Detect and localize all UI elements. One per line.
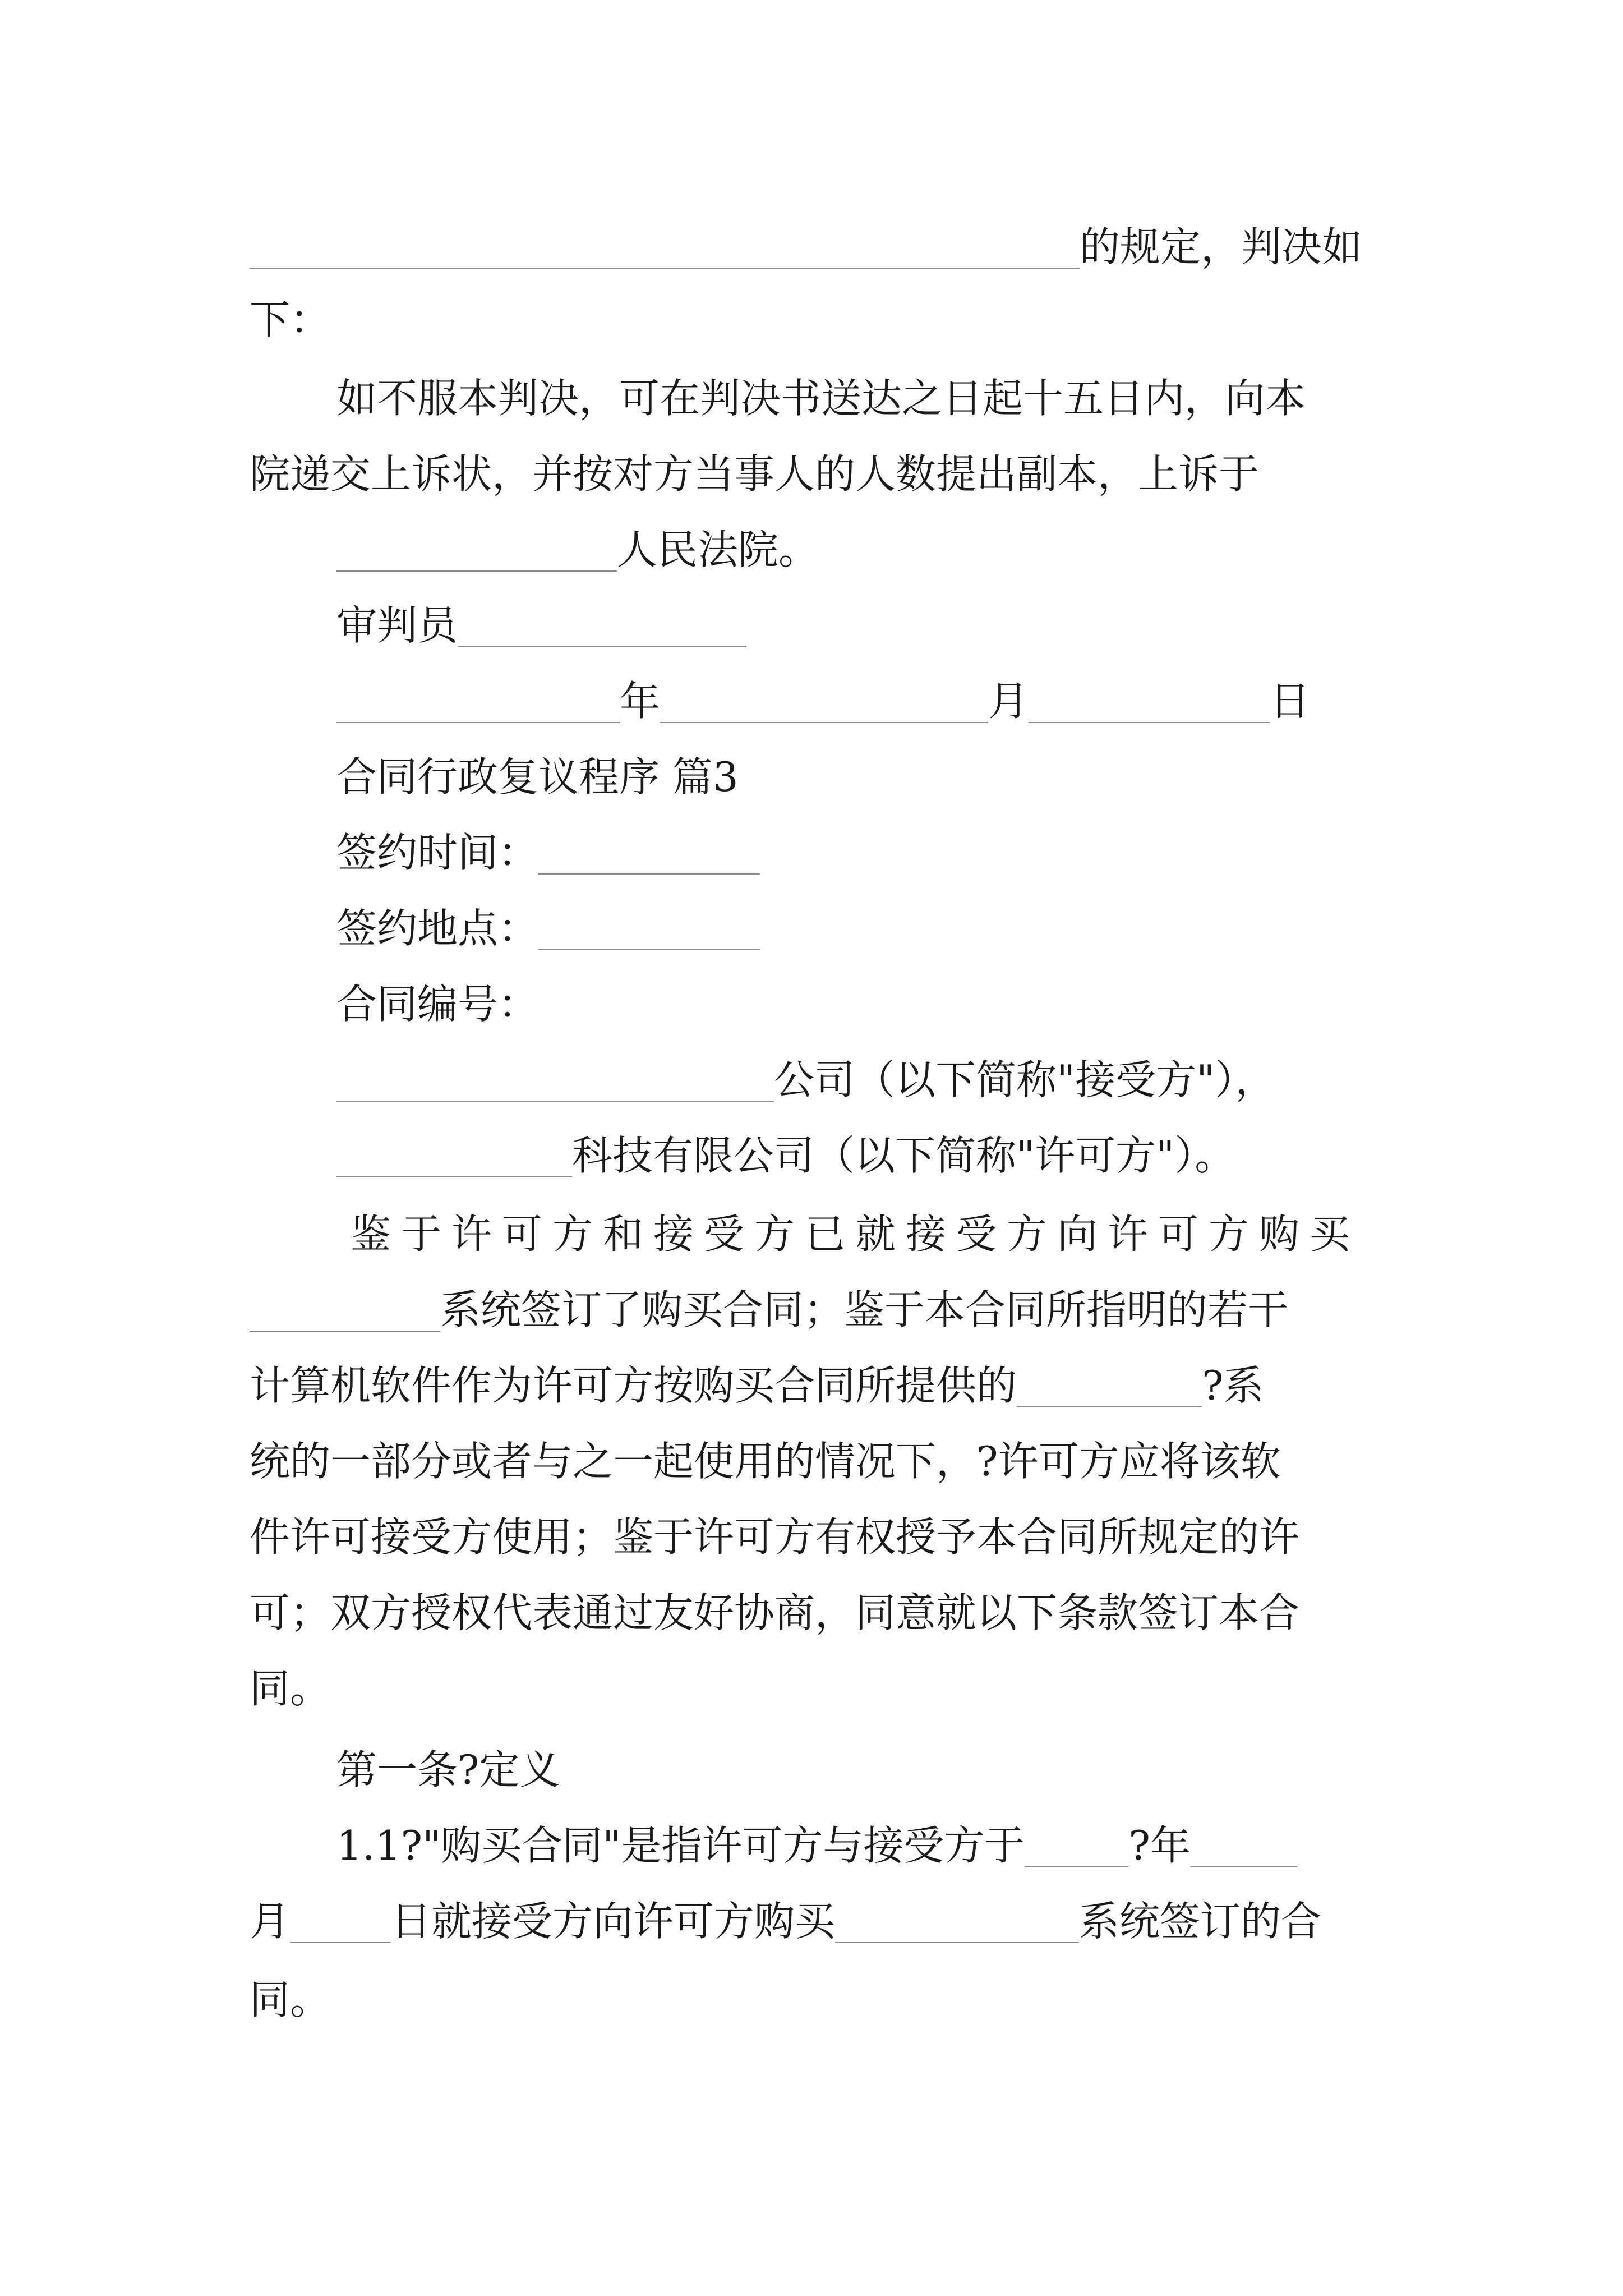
text-line: [250, 1436, 1388, 1487]
text-segment: 月: [988, 678, 1029, 725]
text-segment: 统的一部分或者与之一起使用的情况下，?许可方应将该软: [250, 1438, 1281, 1485]
text-line: [336, 1820, 1388, 1871]
text-line: [250, 295, 1388, 345]
text-line: [250, 1663, 1388, 1714]
fill-blank: [336, 1137, 572, 1177]
fill-blank: [1017, 1367, 1202, 1407]
text-line: [336, 1130, 1388, 1181]
text-segment: 系统签订的合: [1079, 1898, 1322, 1945]
text-segment: 签约时间：: [336, 829, 539, 876]
text-line: [336, 524, 1388, 575]
text-segment: 公司（以下简称"接受方"），: [774, 1056, 1276, 1103]
text-segment: 年: [620, 678, 661, 725]
text-line: [336, 600, 1388, 651]
fill-blank: [290, 1903, 391, 1943]
text-segment: 合同编号：: [336, 981, 539, 1028]
text-segment: ?年: [1128, 1822, 1191, 1869]
text-line: [336, 827, 1388, 878]
text-line: [336, 373, 1388, 424]
text-segment: 1.1?"购买合同"是指许可方与接受方于: [336, 1822, 1025, 1869]
text-segment: 科技有限公司（以下简称"许可方"）。: [572, 1132, 1235, 1179]
text-segment: 件许可接受方使用；鉴于许可方有权授予本合同所规定的许: [250, 1513, 1300, 1561]
fill-blank: [835, 1903, 1079, 1943]
text-line: [250, 1588, 1388, 1638]
fill-blank: [250, 1291, 440, 1332]
text-segment: 的规定，判决如: [1080, 223, 1363, 270]
section-heading: [336, 752, 1388, 802]
text-line: [351, 1209, 1388, 1259]
text-segment: 审判员: [336, 602, 458, 649]
text-segment: 月: [250, 1898, 291, 1945]
text-segment: 同。: [250, 1665, 331, 1712]
text-line: [336, 903, 1388, 954]
fill-blank: [1191, 1827, 1297, 1867]
text-segment: 系统签订了购买合同；鉴于本合同所指明的若干: [440, 1286, 1289, 1333]
fill-blank: [250, 228, 1080, 269]
text-line: [250, 222, 1388, 272]
fill-blank: [336, 683, 620, 723]
fill-blank: [538, 834, 760, 875]
text-segment: 可；双方授权代表通过友好协商，同意就以下条款签订本合: [250, 1589, 1300, 1636]
fill-blank: [458, 607, 746, 647]
text-line: [250, 1975, 1388, 2025]
text-segment: 日就接受方向许可方购买: [391, 1898, 836, 1945]
fill-blank: [538, 910, 760, 950]
text-segment: 合同行政复议程序 篇3: [336, 753, 739, 800]
text-segment: 院递交上诉状，并按对方当事人的人数提出副本，上诉于: [250, 450, 1260, 498]
text-segment: 第一条?定义: [336, 1746, 560, 1793]
text-line: [250, 449, 1388, 499]
text-segment: 如不服本判决，可在判决书送达之日起十五日内，向本: [336, 375, 1306, 422]
fill-blank: [336, 531, 617, 572]
text-segment: ?系: [1202, 1362, 1264, 1409]
text-line: [250, 1512, 1388, 1562]
text-line: [336, 979, 1388, 1029]
text-segment: 下：: [250, 296, 331, 343]
section-heading: [336, 1745, 1388, 1795]
text-segment: 同。: [250, 1976, 331, 2023]
text-line: [336, 676, 1388, 726]
text-line: [250, 1285, 1388, 1335]
text-segment: 计算机软件作为许可方按购买合同所提供的: [250, 1362, 1017, 1409]
text-segment: 日: [1270, 678, 1311, 725]
fill-blank: [660, 683, 988, 723]
text-segment: 鉴于许可方和接受方已就接受方向许可方购买: [351, 1211, 1361, 1258]
fill-blank: [1029, 683, 1270, 723]
text-segment: 签约地点：: [336, 905, 539, 952]
text-line: [250, 1896, 1388, 1947]
fill-blank: [1025, 1827, 1128, 1867]
text-line: [250, 1360, 1388, 1411]
fill-blank: [336, 1061, 774, 1102]
text-segment: 人民法院。: [617, 526, 819, 573]
text-line: [336, 1055, 1388, 1105]
